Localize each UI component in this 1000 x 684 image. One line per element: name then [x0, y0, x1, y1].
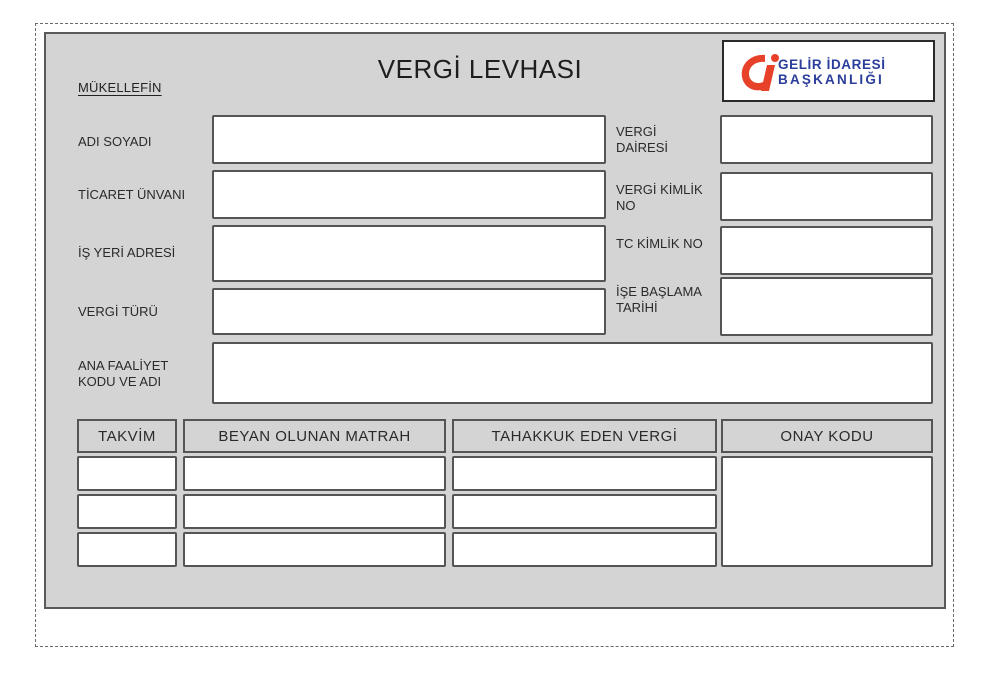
vergi-kimlik-no-field[interactable] [720, 172, 933, 221]
matrah-cell[interactable] [183, 456, 446, 491]
ana-faaliyet-field[interactable] [212, 342, 933, 404]
ticaret-unvani-label: TİCARET ÜNVANI [78, 187, 186, 202]
vergi-cell[interactable] [452, 532, 717, 567]
gelir-idaresi-logo-icon [738, 51, 782, 95]
is-yeri-adresi-field[interactable] [212, 225, 606, 282]
vergi-dairesi-label [616, 124, 668, 156]
logo-text [778, 57, 886, 87]
takvim-cell[interactable] [77, 532, 177, 567]
is-yeri-adresi-label: İŞ YERİ ADRESİ [78, 245, 176, 260]
adi-soyadi-field[interactable] [212, 115, 606, 164]
adi-soyadi-label: ADI SOYADI [78, 134, 152, 149]
logo-text-line1: GELİR İDARESİ [778, 57, 886, 72]
logo-text-line2: BAŞKANLIĞI [778, 72, 884, 87]
page-title: VERGİ LEVHASI [377, 54, 583, 84]
ise-baslama-tarihi-field[interactable] [720, 277, 933, 336]
ise-baslama-tarihi-label-line2: TARİHİ [616, 300, 658, 315]
gelir-idaresi-logo [722, 40, 935, 102]
ise-baslama-tarihi-label [616, 284, 702, 316]
vergi-cell[interactable] [452, 456, 717, 491]
mukellefin-heading: MÜKELLEFİN [78, 80, 162, 95]
vergi-turu-field[interactable] [212, 288, 606, 335]
ana-faaliyet-label-line1: ANA FAALİYET [78, 358, 169, 373]
onay-kodu-cell[interactable] [721, 456, 933, 567]
vergi-dairesi-field[interactable] [720, 115, 933, 164]
vergi-dairesi-label-line1: VERGİ [616, 124, 657, 139]
tahakkuk-eden-vergi-header: TAHAKKUK EDEN VERGİ [452, 419, 717, 453]
ana-faaliyet-label-line2: KODU VE ADI [78, 374, 162, 389]
vergi-turu-label: VERGİ TÜRÜ [78, 304, 158, 319]
matrah-cell[interactable] [183, 532, 446, 567]
tc-kimlik-no-field[interactable] [720, 226, 933, 275]
beyan-olunan-matrah-header: BEYAN OLUNAN MATRAH [183, 419, 446, 453]
onay-kodu-header: ONAY KODU [721, 419, 933, 453]
ticaret-unvani-field[interactable] [212, 170, 606, 219]
vergi-kimlik-no-label-line2: NO [616, 198, 636, 213]
vergi-dairesi-label-line2: DAİRESİ [616, 140, 669, 155]
matrah-cell[interactable] [183, 494, 446, 529]
vergi-kimlik-no-label [616, 182, 703, 214]
vergi-cell[interactable] [452, 494, 717, 529]
tc-kimlik-no-label: TC KİMLİK NO [616, 236, 703, 251]
ise-baslama-tarihi-label-line1: İŞE BAŞLAMA [616, 284, 702, 299]
vergi-kimlik-no-label-line1: VERGİ KİMLİK [616, 182, 703, 197]
ana-faaliyet-label [78, 358, 168, 390]
takvim-cell[interactable] [77, 456, 177, 491]
takvim-header: TAKVİM [77, 419, 177, 453]
takvim-cell[interactable] [77, 494, 177, 529]
